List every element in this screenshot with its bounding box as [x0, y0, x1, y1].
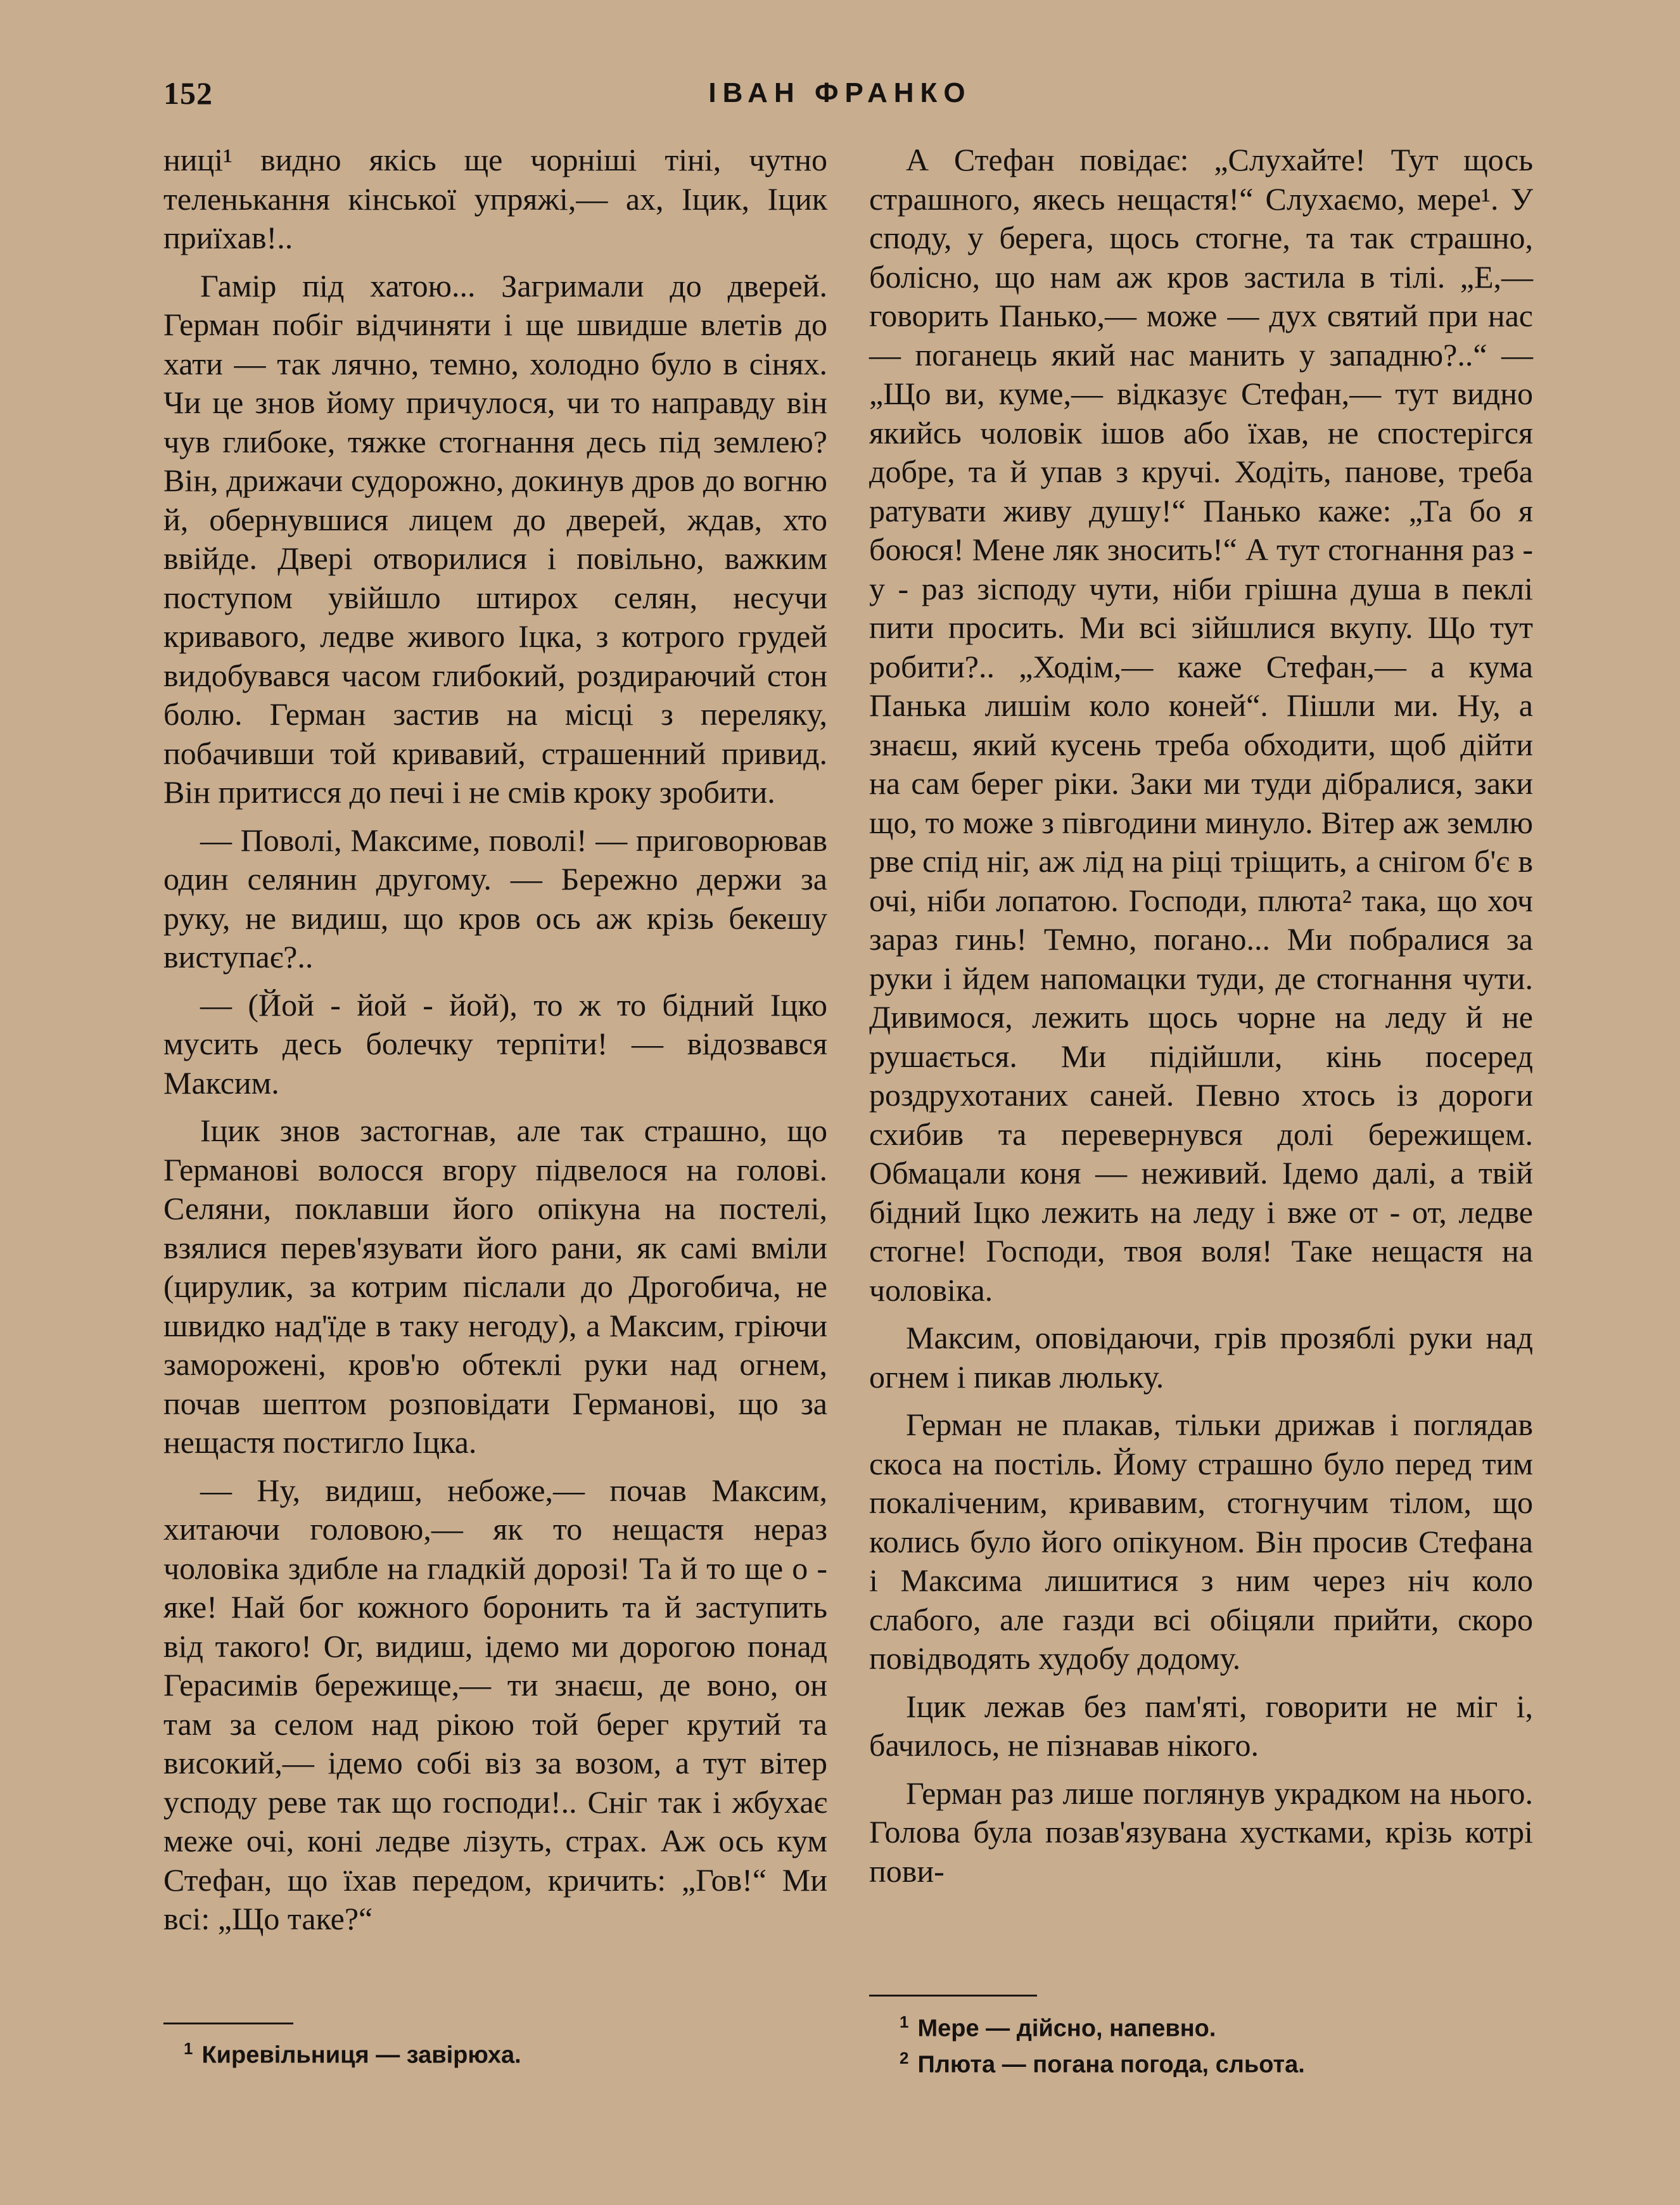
- paragraph: ниці¹ видно якісь ще чорніші тіні, чутно теленькання кінської упряжі,— ах, Іцик, Іцик приїхав!..: [163, 142, 827, 255]
- footnote-text: Киревільниця — завірюха.: [201, 2042, 521, 2069]
- footnotes-left: [184, 2034, 817, 2070]
- footnote-mark: 2: [900, 2048, 909, 2068]
- paragraph: — Поволі, Максиме, поволі! — приговорював один селянин другому. — Бережно держи за руку, не видиш, що кров ось аж крізь бекешу виступає?..: [163, 822, 827, 975]
- paragraph: Максим, оповідаючи, грів прозяблі руки над огнем і пикав люльку.: [869, 1320, 1533, 1395]
- footnote-divider: [869, 1995, 1037, 1997]
- footnote: [900, 2007, 1533, 2043]
- paragraph: — Ну, видиш, небоже,— почав Максим, хитаючи головою,— як то нещастя нераз чоловіка здибле на гладкій дорозі! Та й то ще о - яке! Най бог кожного боронить та й заступить від такого! Ог, видиш, ідемо ми дорогою понад Герасимів бережище,— ти знаєш, де воно, он там за селом над рікою той берег крутий та високий,— ідемо собі віз за возом, а тут вітер усподу реве так що господи!.. Сніг так і жбухає меже очі, коні ледве лізуть, страх. Аж ось кум Стефан, що їхав передом, кричить: „Гов!“ Ми всі: „Що таке?“: [163, 1472, 827, 1936]
- paragraph: Гамір під хатою... Загримали до дверей. Герман побіг відчиняти і ще швидше влетів до хати — так лячно, темно, холодно було в сінях. Чи це знов йому причулося, чи то направду він чув глибоке, тяжке стогнання десь під землею? Він, дрижачи судорожно, докинув дров до вогню й, обернувшися лицем до дверей, ждав, хто ввійде. Двері отворилися і повільно, важким поступом увійшло штирох селян, несучи кривавого, ледве живого Іцка, з котрого грудей видобувався часом глибокий, роздираючий стон болю. Герман застив на місці з переляку, побачивши той кривавий, страшенний привид. Він притисся до печі і не смів кроку зробити.: [163, 267, 827, 810]
- footnote: [900, 2043, 1533, 2080]
- left-column: [163, 141, 827, 1948]
- footnote-divider: [163, 2023, 293, 2024]
- paragraph: Іцик лежав без пам'яті, говорити не міг і, бачилось, не пізнавав нікого.: [869, 1688, 1533, 1763]
- paragraph: — (Йой - йой - йой), то ж то бідний Іцко мусить десь болечку терпіти! — відозвався Максим.: [163, 987, 827, 1101]
- running-head: ІВАН ФРАНКО: [708, 77, 972, 108]
- footnote-mark: 1: [184, 2039, 193, 2058]
- footnote-mark: 1: [900, 2012, 909, 2031]
- page-number: 152: [163, 75, 213, 111]
- footnote: [184, 2034, 817, 2070]
- right-column: [869, 141, 1533, 1900]
- paragraph: Іцик знов застогнав, але так страшно, що Германові волосся вгору підвелося на голові. Селяни, поклавши його опікуна на постелі, взялися перев'язувати його рани, як самі вміли (цирулик, за котрим післали до Дрогобича, не швидко над'їде в таку негоду), а Максим, гріючи заморожені, кров'ю обтеклі руки над огнем, почав шептом розповідати Германові, що за нещастя постигло Іцка.: [163, 1113, 827, 1460]
- footnotes-right: [900, 2007, 1533, 2079]
- footnote-text: Мере — дійсно, напевно.: [917, 2015, 1216, 2042]
- page-header: [163, 75, 1517, 125]
- paragraph: А Стефан повідає: „Слухайте! Тут щось страшного, якесь нещастя!“ Слухаємо, мере¹. У споду, у берега, щось стогне, та так страшно, болісно, що нам аж кров застила в тілі. „Е,— говорить Панько,— може — дух святий при нас — поганець який нас манить у западню?..“ — „Що ви, куме,— відказує Стефан,— тут видно якийсь чоловік ішов або їхав, не спостерігся добре, та й упав з кручі. Ходіть, панове, треба ратувати живу душу!“ Панько каже: „Та бо я боюся! Мене ляк зносить!“ А тут стогнання раз - у - раз зісподу чути, ніби грішна душа в пеклі пити просить. Ми всі зійшлися вкупу. Що тут робити?.. „Ходім,— каже Стефан,— а кума Панька лишім коло коней“. Пішли ми. Ну, а знаєш, який кусень треба обходити, щоб дійти на сам берег ріки. Заки ми туди дібралися, заки що, то може з півгодини минуло. Вітер аж землю рве спід ніг, аж лід на ріці тріщить, а снігом б'є в очі, ніби лопатою. Господи, плюта² така, що хоч зараз гинь! Темно, погано... Ми побралися за руки і йдем напомацки туди, де стогнання чути. Дивимося, лежить щось чорне на леду й не рушається. Ми підійшли, кінь посеред роздрухотаних саней. Певно хтось із дороги схибив та перевернувся долі бережищем. Обмацали коня — неживий. Ідемо далі, а твій бідний Іцко лежить на леду і вже от - от, ледве стогне! Господи, твоя воля! Таке нещастя на чоловіка.: [869, 142, 1533, 1308]
- footnote-text: Плюта — погана погода, сльота.: [917, 2051, 1305, 2078]
- paragraph: Герман раз лише поглянув украдком на нього. Голова була позав'язувана хустками, крізь котрі пови-: [869, 1775, 1533, 1889]
- paragraph: Герман не плакав, тільки дрижав і поглядав скоса на постіль. Йому страшно було перед тим покаліченим, кривавим, стогнучим тілом, що колись було його опікуном. Він просив Стефана і Максима лишитися з ним через ніч коло слабого, але газди всі обіцяли прийти, скоро повідводять худобу додому.: [869, 1407, 1533, 1676]
